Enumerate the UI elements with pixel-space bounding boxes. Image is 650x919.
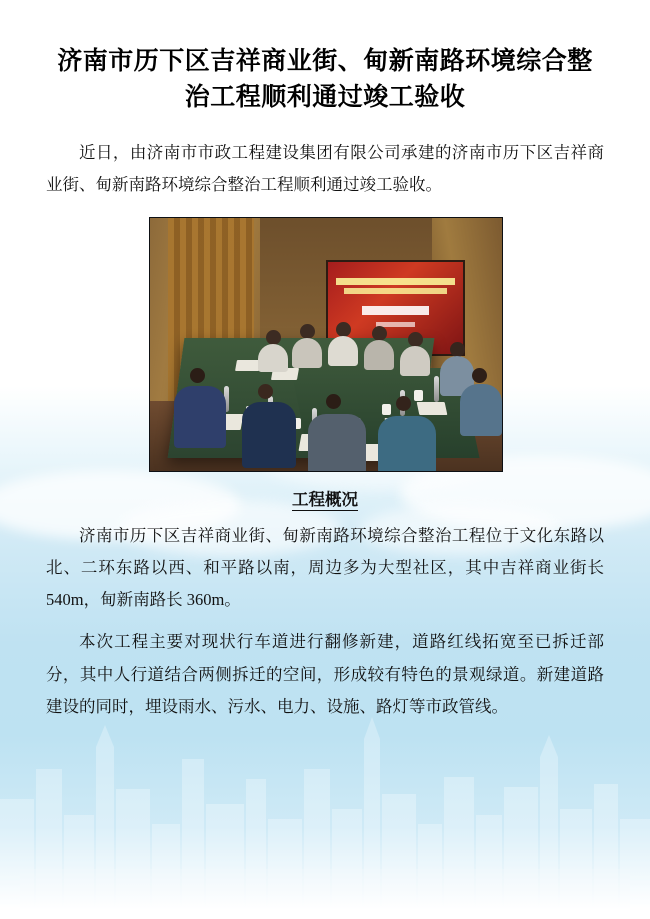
body-paragraph-1: 济南市历下区吉祥商业街、甸新南路环境综合整治工程位于文化东路以北、二环东路以西、和平路以南，周边多为大型社区，其中吉祥商业街长 540m，甸新南路长 360m。 bbox=[46, 525, 604, 610]
section-heading bbox=[46, 486, 604, 510]
body-paragraph-2: 本次工程主要对现状行车道进行翻修新建，道路红线拓宽至已拆迁部分，其中人行道结合两侧拆迁的空间，形成较有特色的景观绿道。新建道路建设的同时，埋设雨水、污水、电力、设施、路灯等市政管线。 bbox=[46, 632, 604, 716]
page-title: 济南市历下区吉祥商业街、甸新南路环境综合整治工程顺利通过竣工验收 bbox=[57, 48, 593, 112]
lead-paragraph: 近日，由济南市市政工程建设集团有限公司承建的济南市历下区吉祥商业街、甸新南路环境综合整治工程顺利通过竣工验收。 bbox=[46, 142, 604, 194]
meeting-room-photo bbox=[149, 217, 503, 472]
section-heading-text: 工程概况 bbox=[292, 489, 358, 509]
photo-container bbox=[149, 217, 501, 472]
